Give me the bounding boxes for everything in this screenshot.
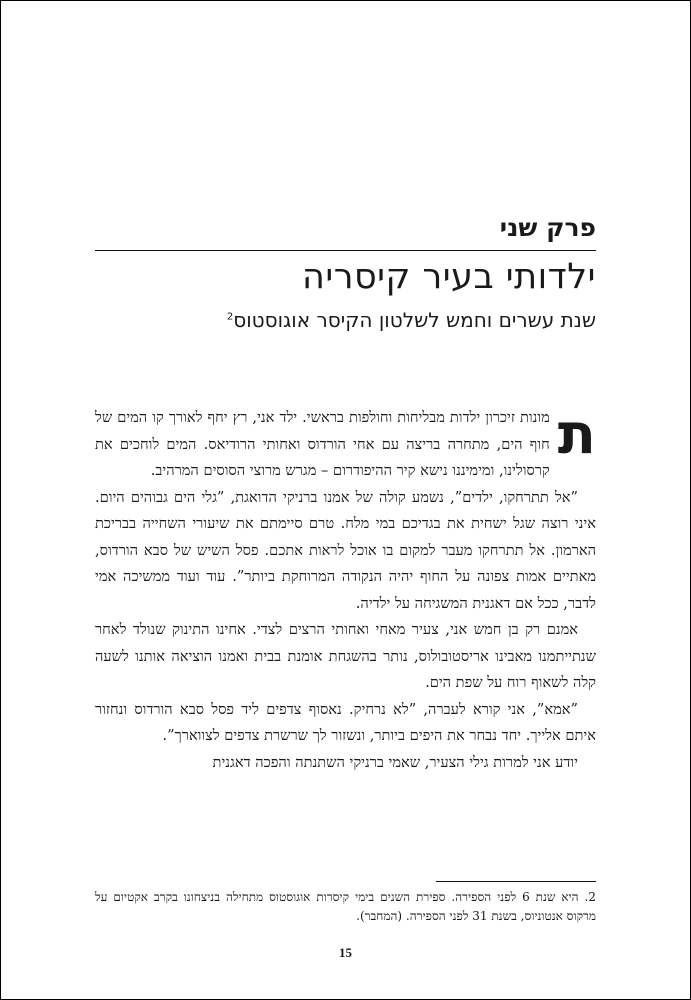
paragraph: אמנם רק בן חמש אני, צעיר מאחי ואחותי הרצים לצדי. אחינו התינוק שנולד לאחר שנתייתמנו מאבינו אריסטובולוס, נותר בהשגחת אומנת בבית ואמנו הוציאה אותנו לשעה קלה לשאוף רוח על שפת הים. xyxy=(95,621,596,691)
chapter-divider xyxy=(95,250,596,251)
chapter-label: פרק שני xyxy=(499,213,596,242)
paragraph: ”אמא”, אני קורא לעברה, ”לא נרחיק. נאסוף צדפים ליד פסל סבא הורדוס ונחזור איתם אלייך. יחד נבחר את היפים ביותר, ונשזור לך שרשרת צדפים לצווארך”. xyxy=(95,700,596,744)
paragraph: יודע אני למרות גילי הצעיר, שאמי ברניקי השתנתה והפכה דאגנית xyxy=(212,753,578,771)
footnote-divider xyxy=(436,881,596,882)
chapter-subtitle-text: שנת עשרים וחמש לשלטון הקיסר אוגוסטוס xyxy=(233,308,596,332)
drop-cap: ת xyxy=(557,402,596,467)
footnote: 2. היא שנת 6 לפני הספירה. ספירת השנים בימי קיסרות אוגוסטוס מתחילה בניצחונו בקרב אקטיום על מרקוס אנטוניוס, בשנת 31 לפני הספירה. (המחבר). xyxy=(95,890,596,923)
paragraph: ”אל תתרחקו, ילדים”, נשמע קולה של אמנו ברניקי הדואגת, ”גלי הים גבוהים היום. איני רוצה שגל ישחית את בגדיכם במי מלח. טרם סיימתם את שיעורי השחייה בבריכת הארמון. אל תתרחקו מעבר למקום בו אוכל לראות אתכם. פסל השיש של סבא הורדוס, מאתיים אמות צפונה על החוף יהיה הנקודה המרוחקת ביותר”. עוד ועוד ממשיכה אמי לדבר, ככל אם דאגנית המשגיחה על ילדיה. xyxy=(95,488,596,612)
paragraph-text: מונות זיכרון ילדות מבליחות וחולפות בראשי. ילד אני, רץ יחף לאורך קו המים של חוף הים, מתחרה בריצה עם אחי הורדוס ואחותי הרודיאס. המים לוחכים את קרסולינו, ומימיננו נישא קיר ההיפודרום – מגרש מרוצי הסוסים המרהיב. xyxy=(95,409,550,479)
paragraph xyxy=(95,402,596,485)
chapter-subtitle xyxy=(227,308,596,332)
body-text xyxy=(95,402,596,776)
footnote-reference: 2 xyxy=(226,311,234,323)
page-number: 15 xyxy=(339,945,352,960)
chapter-title: ילדותי בעיר קיסריה xyxy=(302,257,596,297)
